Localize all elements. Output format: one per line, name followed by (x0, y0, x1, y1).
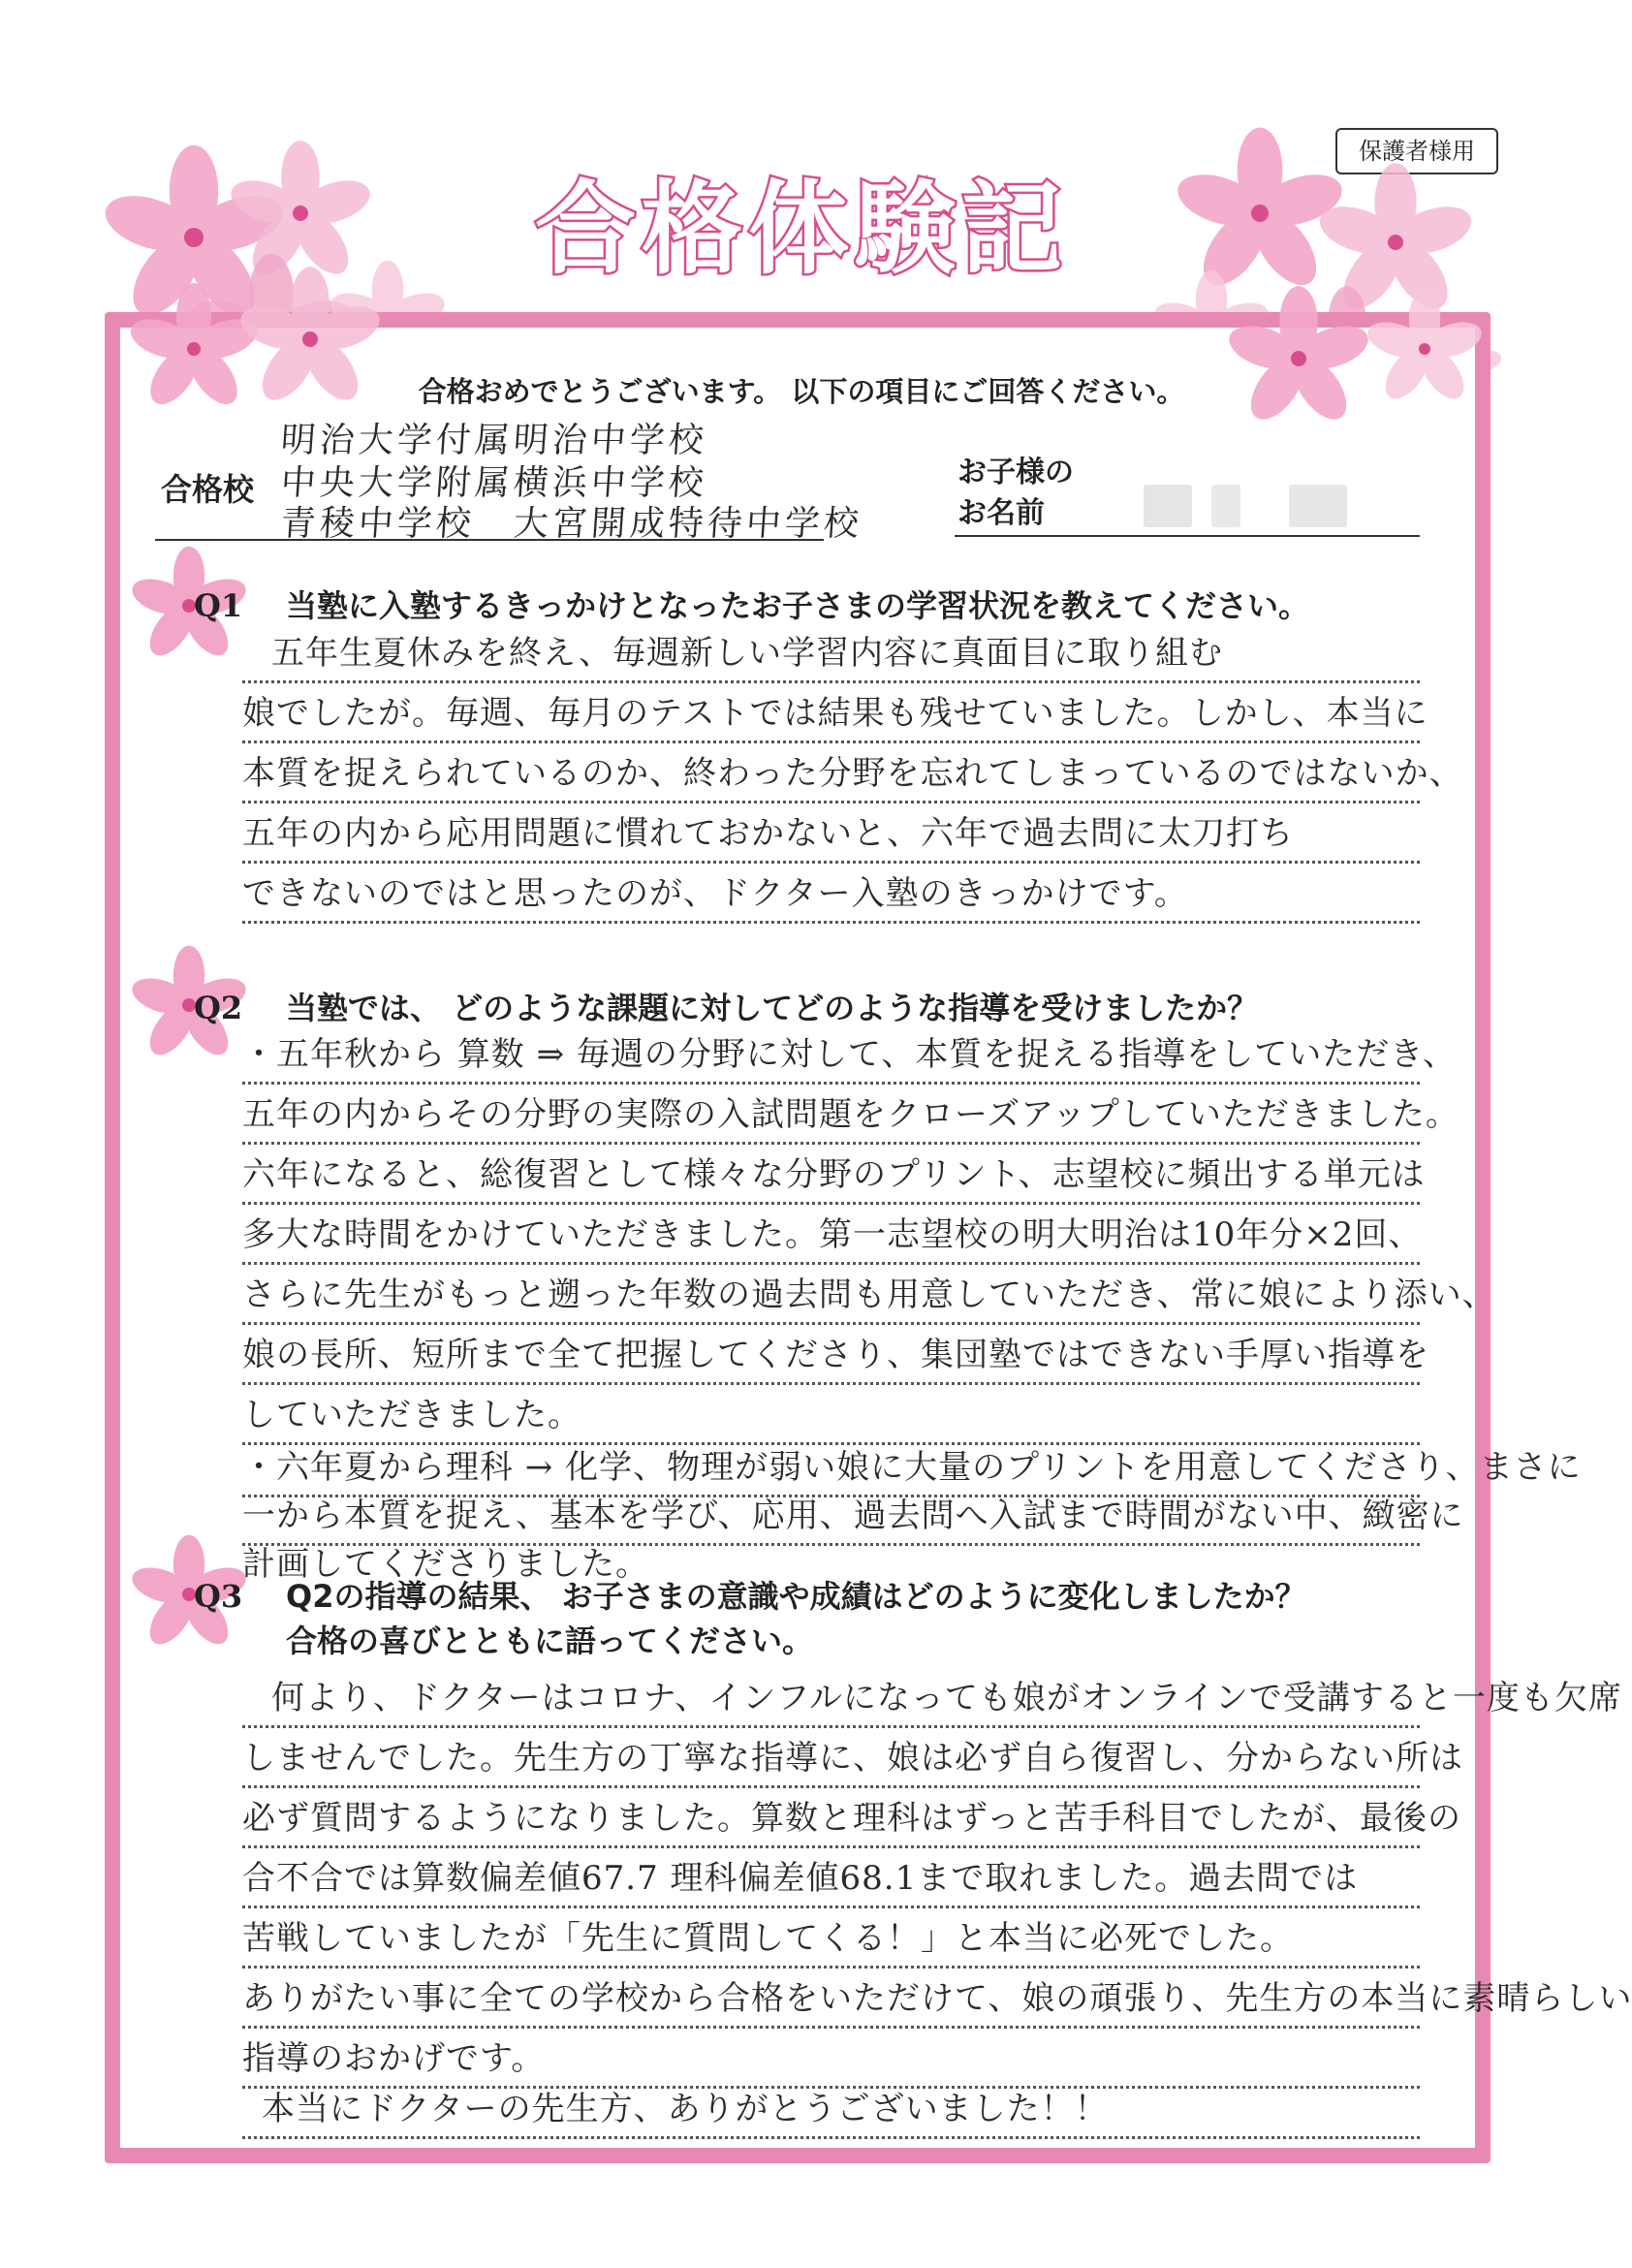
q2-answer-line-2: 五年の内からその分野の実際の入試問題をクローズアップしていただきました。 (242, 1091, 1420, 1145)
q3-number: Q3 (194, 1578, 243, 1615)
q2-answer-line-5: さらに先生がもっと遡った年数の過去問も用意していただき、常に娘により添い、 (242, 1272, 1420, 1325)
q3-text: Q2の指導の結果、 お子さまの意識や成績はどのように変化しましたか？ (286, 1578, 1306, 1615)
q1-answer-line-4: 五年の内から応用問題に慣れておかないと、六年で過去問に太刀打ち (242, 810, 1420, 864)
page-title: 合格体験記 (534, 169, 1068, 288)
child-name-label-2: お名前 (957, 496, 1045, 530)
child-name-label-1: お子様の (957, 456, 1074, 489)
q1-answer-line-3: 本質を捉えられているのか、終わった分野を忘れてしまっているのではないか、 (242, 750, 1420, 803)
q3-question (194, 1572, 1483, 1617)
school-underline (155, 539, 824, 541)
child-name-underline (955, 535, 1420, 537)
q1-answer-line-2: 娘でしたが。毎週、毎月のテストでは結果も残せていました。しかし、本当に (242, 690, 1420, 743)
school-label: 合格校 (161, 471, 255, 508)
q2-answer-line-1: ・五年秋から 算数 ⇒ 毎週の分野に対して、本質を捉える指導をしていただき、 (242, 1031, 1420, 1085)
q2-answer-line-6: 娘の長所、短所まで全て把握してくださり、集団塾ではできない手厚い指導を (242, 1332, 1420, 1385)
q3-text-2: 合格の喜びとともに語ってください。 (286, 1622, 814, 1659)
q2-answer-line-4: 多大な時間をかけていただきました。第一志望校の明大明治は10年分×2回、 (242, 1212, 1420, 1265)
q2-text: 当塾では、 どのような課題に対してどのような指導を受けましたか？ (286, 990, 1259, 1026)
q2-answer-line-10: 計画してくださりました。 (242, 1545, 649, 1584)
q1-number: Q1 (194, 587, 243, 624)
school-name-1: 明治大学付属明治中学校 (279, 421, 709, 460)
q3-answer-line-7: 指導のおかげです。 (242, 2035, 1420, 2089)
q1-answer-line-5: できないのではと思ったのが、ドクター入塾のきっかけです。 (242, 870, 1420, 924)
q1-answer-line-1: 五年生夏休みを終え、毎週新しい学習内容に真面目に取り組む (242, 630, 1420, 683)
redacted-name-3 (1289, 485, 1347, 527)
q3-answer-line-3: 必ず質問するようになりました。算数と理科はずっと苦手科目でしたが、最後の (242, 1795, 1420, 1848)
q3-answer-line-6: ありがたい事に全ての学校から合格をいただけて、娘の頑張り、先生方の本当に素晴らしい (242, 1975, 1420, 2029)
school-name-2: 中央大学附属横浜中学校 (279, 463, 709, 503)
q2-number: Q2 (194, 990, 243, 1026)
q3-answer-line-2: しませんでした。先生方の丁寧な指導に、娘は必ず自ら復習し、分からない所は (242, 1735, 1420, 1788)
q2-answer-line-8: ・六年夏から理科 → 化学、物理が弱い娘に大量のプリントを用意してくださり、まさに (242, 1444, 1420, 1497)
q3-answer-line-1: 何より、ドクターはコロナ、インフルになっても娘がオンラインで受講すると一度も欠席 (242, 1675, 1420, 1728)
q3-answer-line-8: 本当にドクターの先生方、ありがとうございました！！ (242, 2086, 1420, 2139)
school-name-3: 青稜中学校 大宮開成特待中学校 (279, 504, 864, 544)
q2-answer-line-9: 一から本質を捉え、基本を学び、応用、過去問へ入試まで時間がない中、緻密に (242, 1493, 1420, 1546)
q2-answer-line-3: 六年になると、総復習として様々な分野のプリント、志望校に頻出する単元は (242, 1151, 1420, 1205)
q1-text: 当塾に入塾するきっかけとなったお子さまの学習状況を教えてください。 (286, 587, 1310, 624)
q1-question (194, 582, 1483, 626)
q2-answer-line-7: していただきました。 (242, 1392, 1420, 1445)
redacted-name-1 (1144, 485, 1192, 527)
audience-tag: 保護者様用 (1335, 128, 1498, 174)
q3-answer-line-4: 合不合では算数偏差値67.7 理科偏差値68.1まで取れました。過去問では (242, 1855, 1420, 1908)
redacted-name-2 (1211, 485, 1240, 527)
q3-answer-line-5: 苦戦していましたが「先生に質問してくる！」と本当に必死でした。 (242, 1915, 1420, 1969)
q3-question-line2 (286, 1617, 1449, 1661)
q2-question (194, 984, 1483, 1028)
intro-text: 合格おめでとうございます。 以下の項目にご回答ください。 (418, 375, 1185, 408)
